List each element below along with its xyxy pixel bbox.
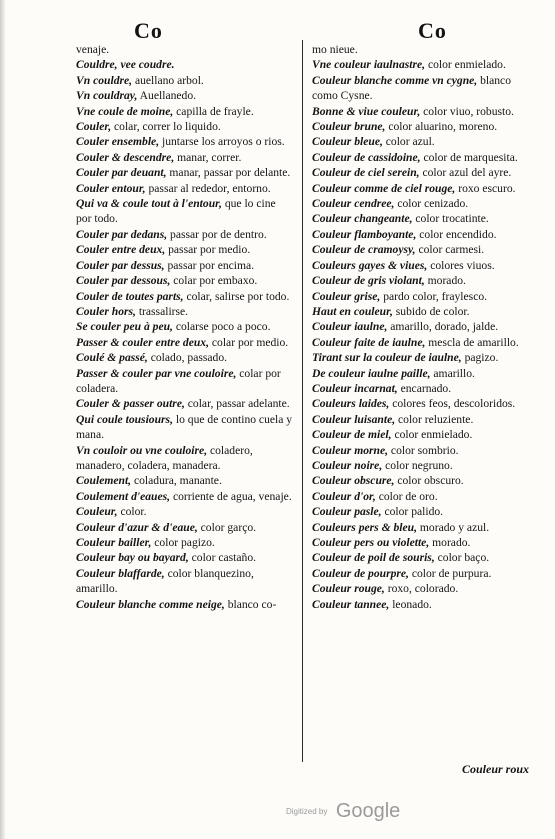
entry-translation: color garço.: [197, 520, 257, 534]
entry-headword: Passer & couler par vne couloire,: [76, 366, 237, 380]
entry-headword: Couleur de miel,: [312, 428, 392, 442]
watermark-brand: Google: [335, 800, 401, 822]
entry-headword: Qui coule tousiours,: [76, 412, 173, 426]
entry-headword: Coulement,: [76, 474, 132, 488]
entry-translation: color reluziente.: [395, 412, 474, 426]
dictionary-entry: [76, 520, 294, 535]
header-left: Co: [134, 18, 163, 43]
entry-headword: Couleur pers ou violette,: [312, 536, 430, 549]
entry-headword: Tirant sur la couleur de iaulne,: [312, 351, 462, 365]
entry-headword: Couler entour,: [76, 181, 146, 195]
entry-headword: Couleur changeante,: [312, 212, 413, 226]
entry-translation: mo nieue.: [312, 43, 358, 56]
dictionary-entry: [312, 196, 522, 211]
entry-translation: leonado.: [389, 597, 432, 611]
dictionary-entry: [312, 73, 522, 104]
entry-headword: Couleurs pers & bleu,: [312, 520, 418, 534]
dictionary-entry: [312, 381, 522, 396]
dictionary-entry: [76, 42, 294, 57]
entry-headword: Couler par dessous,: [76, 274, 171, 288]
dictionary-entry: [312, 134, 522, 149]
entry-headword: Couleur brune,: [312, 120, 386, 134]
entry-headword: Couleur iaulne,: [312, 320, 388, 334]
dictionary-entry: [312, 335, 522, 350]
dictionary-entry: [312, 258, 522, 273]
dictionary-entry: [312, 42, 522, 57]
entry-translation: color baço.: [434, 551, 490, 565]
dictionary-entry: [76, 412, 294, 443]
entry-headword: Couleur d'or,: [312, 489, 376, 503]
header-right: Co: [418, 18, 447, 43]
entry-headword: Couleur cendree,: [312, 197, 395, 211]
dictionary-entry: [312, 181, 522, 196]
entry-translation: colar por medio.: [209, 335, 289, 349]
entry-translation: amarillo, dorado, jalde.: [387, 320, 499, 334]
dictionary-entry: [312, 550, 522, 565]
entry-translation: morado.: [429, 536, 471, 549]
entry-translation: color castaño.: [188, 551, 257, 565]
entry-headword: Couleur incarnat,: [312, 381, 398, 395]
dictionary-entry: [76, 366, 294, 397]
entry-headword: Vn couldray,: [76, 89, 138, 103]
entry-translation: colar por coladera.: [76, 366, 281, 395]
entry-headword: Couleur de ciel serein,: [312, 166, 420, 180]
entry-translation: color azul del ayre.: [419, 166, 512, 180]
entry-headword: Bonne & viue couleur,: [312, 104, 421, 118]
entry-translation: color palido.: [381, 505, 444, 519]
entry-headword: Couler & descendre,: [76, 150, 175, 164]
entry-translation: color carmesi.: [415, 243, 485, 257]
dictionary-entry: [76, 597, 294, 612]
entry-translation: color trocatinte.: [412, 212, 489, 226]
dictionary-entry: [312, 396, 522, 411]
dictionary-entry: [76, 227, 294, 242]
dictionary-entry: [312, 273, 522, 288]
entry-translation: passar por medio.: [165, 243, 251, 257]
dictionary-entry: [76, 304, 294, 319]
dictionary-entry: [312, 104, 522, 119]
entry-translation: corriente de agua, venaje.: [170, 489, 292, 503]
dictionary-entry: [76, 489, 294, 504]
dictionary-entry: [312, 473, 522, 488]
dictionary-entry: [312, 489, 522, 504]
catchword: Couleur roux: [462, 762, 530, 776]
entry-headword: Couleur blaffarde,: [76, 566, 165, 580]
dictionary-entry: [312, 242, 522, 257]
entry-headword: Vne coule de moine,: [76, 104, 174, 118]
entry-headword: Vn couldre,: [76, 73, 133, 87]
dictionary-entry: [76, 150, 294, 165]
entry-headword: Couleur obscure,: [312, 474, 395, 488]
entry-translation: manar, correr.: [174, 150, 242, 164]
dictionary-entry: [76, 335, 294, 350]
entry-translation: manar, passar por delante.: [166, 166, 291, 180]
entry-translation: passar por encima.: [164, 258, 255, 272]
entry-headword: Vne couleur iaulnastre,: [312, 58, 426, 72]
entry-headword: Couleur bay ou bayard,: [76, 551, 189, 565]
dictionary-entry: [312, 520, 522, 535]
running-header: [0, 18, 555, 44]
entry-translation: auellano arbol.: [132, 73, 204, 87]
entry-headword: Couleur faite de iaulne,: [312, 335, 426, 349]
entry-translation: color de purpura.: [408, 566, 492, 580]
entry-headword: Couleur comme de ciel rouge,: [312, 181, 456, 195]
entry-translation: roxo, colorado.: [384, 582, 459, 596]
dictionary-entry: [312, 57, 522, 72]
dictionary-entry: [312, 304, 522, 319]
entry-translation: color enmielado.: [391, 428, 473, 442]
entry-translation: pardo color, fraylesco.: [380, 289, 488, 303]
entry-headword: Coulé & passé,: [76, 351, 148, 365]
dictionary-entry: [76, 57, 294, 72]
entry-headword: Couler de toutes parts,: [76, 289, 184, 303]
entry-translation: color aluarino, moreno.: [385, 120, 498, 134]
dictionary-entry: [76, 535, 294, 550]
entry-headword: Couler par dedans,: [76, 227, 168, 241]
entry-translation: pagizo.: [461, 351, 499, 365]
entry-headword: Couleur flamboyante,: [312, 227, 417, 241]
dictionary-entry: [312, 597, 522, 612]
entry-headword: Vn couloir ou vne couloire,: [76, 443, 208, 457]
entry-translation: passar al rededor, entorno.: [145, 181, 271, 195]
entry-headword: Couleur d'azur & d'eaue,: [76, 520, 198, 534]
entry-translation: morado.: [424, 274, 466, 288]
dictionary-entry: [312, 227, 522, 242]
dictionary-entry: [312, 211, 522, 226]
dictionary-entry: [76, 350, 294, 365]
entry-headword: Couleur blanche comme vn cygne,: [312, 73, 478, 87]
entry-headword: Couler entre deux,: [76, 243, 166, 257]
dictionary-entry: [76, 258, 294, 273]
entry-headword: Couleur de poil de souris,: [312, 551, 435, 565]
entry-translation: coladero, manadero, coladera, manadera.: [76, 443, 253, 472]
entry-translation: color encendido.: [416, 227, 497, 241]
entry-headword: Couler hors,: [76, 304, 136, 318]
entry-translation: venaje.: [76, 43, 110, 56]
dictionary-entry: [76, 504, 294, 519]
dictionary-entry: [312, 165, 522, 180]
entry-translation: blanco co-: [224, 597, 277, 611]
entry-translation: color obscuro.: [394, 474, 464, 488]
entry-translation: coladura, manante.: [131, 474, 222, 488]
dictionary-entry: [312, 119, 522, 134]
entry-translation: lo que de contino cuela y mana.: [76, 412, 293, 442]
entry-headword: Se couler peu à peu,: [76, 320, 173, 334]
entry-translation: colarse poco a poco.: [172, 320, 271, 334]
entry-headword: Couleurs laides,: [312, 397, 390, 411]
entry-translation: colar, correr lo liquido.: [111, 120, 221, 134]
entry-headword: Qui va & coule tout à l'entour,: [76, 197, 222, 211]
entry-translation: colado, passado.: [147, 351, 228, 365]
dictionary-entry: [76, 104, 294, 119]
dictionary-entry: [76, 196, 294, 227]
entry-headword: Couleur grise,: [312, 289, 381, 303]
dictionary-entry: [312, 566, 522, 581]
entry-headword: Couler ensemble,: [76, 135, 160, 149]
entry-translation: color enmielado.: [425, 58, 506, 72]
entry-translation: roxo escuro.: [455, 181, 516, 195]
entry-translation: passar por de dentro.: [167, 227, 267, 241]
dictionary-entry: [76, 134, 294, 149]
entry-translation: color pagizo.: [151, 536, 215, 549]
entry-headword: Couleur rouge,: [312, 582, 385, 596]
dictionary-entry: [312, 366, 522, 381]
entry-translation: color cenizado.: [394, 197, 469, 211]
dictionary-entry: [76, 473, 294, 488]
entry-headword: Couldre, vee coudre.: [76, 58, 175, 72]
entry-headword: Couleur,: [76, 505, 118, 519]
entry-translation: trassalirse.: [135, 304, 189, 318]
dictionary-entry: [312, 504, 522, 519]
right-column: [312, 42, 522, 612]
page-gutter-shadow: [0, 0, 6, 839]
left-column: [76, 42, 294, 612]
dictionary-entry: [76, 119, 294, 134]
entry-headword: De couleur iaulne paille,: [312, 366, 431, 380]
entry-translation: color.: [117, 505, 147, 519]
entry-translation: colar, salirse por todo.: [183, 289, 290, 303]
dictionary-entry: [76, 550, 294, 565]
dictionary-entry: [312, 350, 522, 365]
entry-headword: Couler par dessus,: [76, 258, 165, 272]
entry-translation: subido de color.: [392, 304, 470, 318]
entry-headword: Couleur luisante,: [312, 412, 396, 426]
dictionary-entry: [312, 427, 522, 442]
digitization-watermark: [286, 800, 400, 823]
entry-headword: Couleur blanche comme neige,: [76, 597, 225, 611]
entry-translation: blanco como Cysne.: [312, 73, 512, 103]
entry-translation: que lo cine por todo.: [76, 197, 276, 226]
entry-headword: Couler & passer outre,: [76, 397, 185, 411]
entry-translation: encarnado.: [397, 381, 452, 395]
entry-headword: Couler,: [76, 120, 112, 134]
dictionary-entry: [76, 73, 294, 88]
entry-headword: Couleur morne,: [312, 443, 389, 457]
entry-translation: amarillo.: [430, 366, 475, 380]
entry-translation: colores viuos.: [427, 258, 495, 272]
dictionary-entry: [76, 165, 294, 180]
entry-translation: color de marquesita.: [420, 150, 518, 164]
entry-translation: morado y azul.: [417, 520, 490, 534]
entry-headword: Couler par deuant,: [76, 166, 167, 180]
column-divider: [302, 40, 303, 762]
dictionary-entry: [76, 181, 294, 196]
dictionary-entry: [312, 150, 522, 165]
entry-translation: Auellanedo.: [137, 89, 197, 103]
dictionary-entry: [312, 443, 522, 458]
entry-translation: color blanquezino, amarillo.: [76, 566, 254, 596]
entry-headword: Couleur de cassidoine,: [312, 150, 421, 164]
dictionary-entry: [312, 535, 522, 550]
dictionary-entry: [312, 412, 522, 427]
dictionary-entry: [76, 396, 294, 411]
entry-translation: color sombrio.: [388, 443, 459, 457]
entry-translation: colar, passar adelante.: [184, 397, 290, 411]
entry-headword: Couleur pasle,: [312, 505, 382, 519]
entry-headword: Haut en couleur,: [312, 304, 393, 318]
dictionary-entry: [76, 242, 294, 257]
entry-translation: juntarse los arroyos o rios.: [159, 135, 285, 149]
entry-headword: Couleur tannee,: [312, 597, 390, 611]
dictionary-entry: [76, 443, 294, 474]
entry-translation: capilla de frayle.: [173, 104, 254, 118]
entry-translation: color negruno.: [382, 458, 453, 472]
entry-translation: mescla de amarillo.: [425, 335, 519, 349]
dictionary-entry: [312, 458, 522, 473]
entry-headword: Passer & couler entre deux,: [76, 335, 209, 349]
entry-headword: Coulement d'eaues,: [76, 489, 171, 503]
dictionary-entry: [76, 289, 294, 304]
entry-headword: Couleur de gris violant,: [312, 274, 425, 288]
entry-headword: Couleur bleue,: [312, 135, 383, 149]
entry-headword: Couleurs gayes & viues,: [312, 258, 428, 272]
entry-translation: color azul.: [382, 135, 435, 149]
dictionary-entry: [312, 581, 522, 596]
dictionary-entry: [76, 273, 294, 288]
dictionary-entry: [76, 88, 294, 103]
entry-translation: colores feos, descoloridos.: [389, 397, 516, 411]
entry-translation: color de oro.: [375, 489, 438, 503]
watermark-prefix: Digitized by: [286, 807, 328, 816]
dictionary-entry: [76, 319, 294, 334]
entry-headword: Couleur bailler,: [76, 536, 152, 549]
entry-translation: colar por embaxo.: [170, 274, 258, 288]
entry-headword: Couleur de pourpre,: [312, 566, 409, 580]
entry-headword: Couleur noire,: [312, 458, 383, 472]
dictionary-entry: [76, 566, 294, 597]
entry-headword: Couleur de cramoysy,: [312, 243, 416, 257]
dictionary-entry: [312, 289, 522, 304]
dictionary-entry: [312, 319, 522, 334]
entry-translation: color viuo, robusto.: [420, 104, 514, 118]
